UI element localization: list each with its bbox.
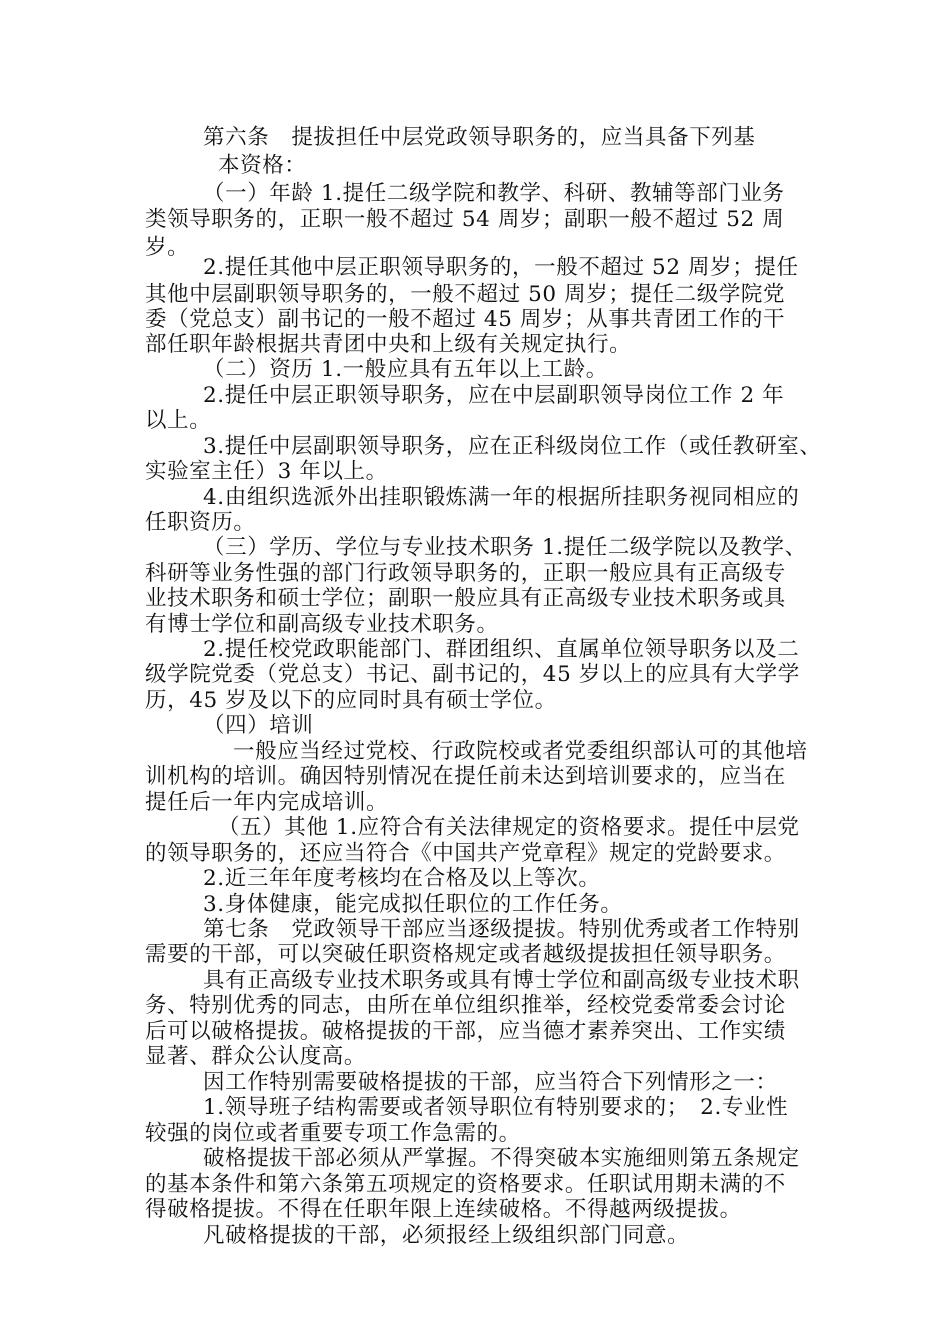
text-line: 具有正高级专业技术职务或具有博士学位和副高级专业技术职 [203, 968, 800, 993]
text-line: 提任后一年内完成培训。 [145, 790, 389, 815]
text-line: 实验室主任）3 年以上。 [145, 459, 388, 484]
text-line: 2.提任其他中层正职领导职务的，一般不超过 52 周岁；提任 [203, 255, 799, 280]
text-line: 科研等业务性强的部门行政领导职务的，正职一般应具有正高级专 [145, 561, 786, 586]
text-line: 类领导职务的，正职一般不超过 54 周岁；副职一般不超过 52 周 [145, 207, 785, 232]
text-line: 较强的岗位或者重要专项工作急需的。 [145, 1121, 521, 1146]
text-line: 2.近三年年度考核均在合格及以上等次。 [203, 866, 601, 891]
article-7-heading: 第七条 党政领导干部应当逐级提拔。特别优秀或者工作特别 [203, 917, 800, 942]
text-line: 其他中层副职领导职务的，一般不超过 50 周岁；提任二级学院党 [145, 282, 786, 307]
text-line: 务、特别优秀的同志，由所在单位组织推举，经校党委常委会讨论 [145, 993, 786, 1018]
text-line: 级学院党委（党总支）书记、副书记的，45 岁以上的应具有大学学 [145, 662, 800, 687]
text-line: 显著、群众公认度高。 [145, 1044, 367, 1069]
text-line: 后可以破格提拔。破格提拔的干部，应当德才素养突出、工作实绩 [145, 1019, 786, 1044]
text-line: 业技术职务和硕士学位；副职一般应具有正高级专业技术职务或具 [145, 586, 786, 611]
text-line: （三）学历、学位与专业技术职务 1.提任二级学院以及教学、 [203, 535, 807, 560]
text-line: 3.提任中层副职领导职务，应在正科级岗位工作（或任教研室、 [203, 434, 822, 459]
text-line: 部任职年龄根据共青团中央和上级有关规定执行。 [145, 332, 632, 357]
text-line: （五）其他 1.应符合有关法律规定的资格要求。提任中层党 [218, 815, 800, 840]
article-6-heading: 第六条 提拔担任中层党政领导职务的，应当具备下列基 [203, 125, 756, 150]
text-line: 的基本条件和第六条第五项规定的资格要求。任职试用期未满的不 [145, 1172, 786, 1197]
text-line: 凡破格提拔的干部，必须报经上级组织部门同意。 [203, 1223, 690, 1248]
text-line: 1.领导班子结构需要或者领导职位有特别要求的； 2.专业性 [203, 1095, 789, 1120]
text-line: 3.身体健康，能完成拟任职位的工作任务。 [203, 892, 623, 917]
text-line: 破格提拔干部必须从严掌握。不得突破本实施细则第五条规定 [203, 1146, 800, 1171]
text-line: 2.提任校党政职能部门、群团组织、直属单位领导职务以及二 [203, 637, 800, 662]
text-line: （一）年龄 1.提任二级学院和教学、科研、教辅等部门业务 [203, 181, 785, 206]
text-line: 岁。 [145, 235, 190, 260]
section-heading: （四）培训 [203, 713, 314, 738]
text-line: 有博士学位和副高级专业技术职务。 [145, 612, 499, 637]
text-line: 需要的干部，可以突破任职资格规定或者越级提拔担任领导职务。 [145, 942, 786, 967]
text-line: 本资格： [218, 153, 307, 178]
text-line: （二）资历 1.一般应具有五年以上工龄。 [203, 357, 608, 382]
text-line: 因工作特别需要破格提拔的干部，应当符合下列情形之一： [203, 1070, 778, 1095]
text-line: 历，45 岁及以下的应同时具有硕士学位。 [145, 688, 557, 713]
text-line: 4.由组织选派外出挂职锻炼满一年的根据所挂职务视同相应的 [203, 485, 800, 510]
text-line: 训机构的培训。确因特别情况在提任前未达到培训要求的，应当在 [145, 764, 786, 789]
text-line: 得破格提拔。不得在任职年限上连续破格。不得越两级提拔。 [145, 1197, 742, 1222]
text-line: 以上。 [145, 408, 212, 433]
text-line: 的领导职务的，还应当符合《中国共产党章程》规定的党龄要求。 [145, 841, 786, 866]
text-line: 任职资历。 [145, 510, 256, 535]
text-line: 一般应当经过党校、行政院校或者党委组织部认可的其他培 [233, 739, 808, 764]
text-line: 委（党总支）副书记的一般不超过 45 周岁；从事共青团工作的干 [145, 307, 786, 332]
text-line: 2.提任中层正职领导职务，应在中层副职领导岗位工作 2 年 [203, 383, 785, 408]
